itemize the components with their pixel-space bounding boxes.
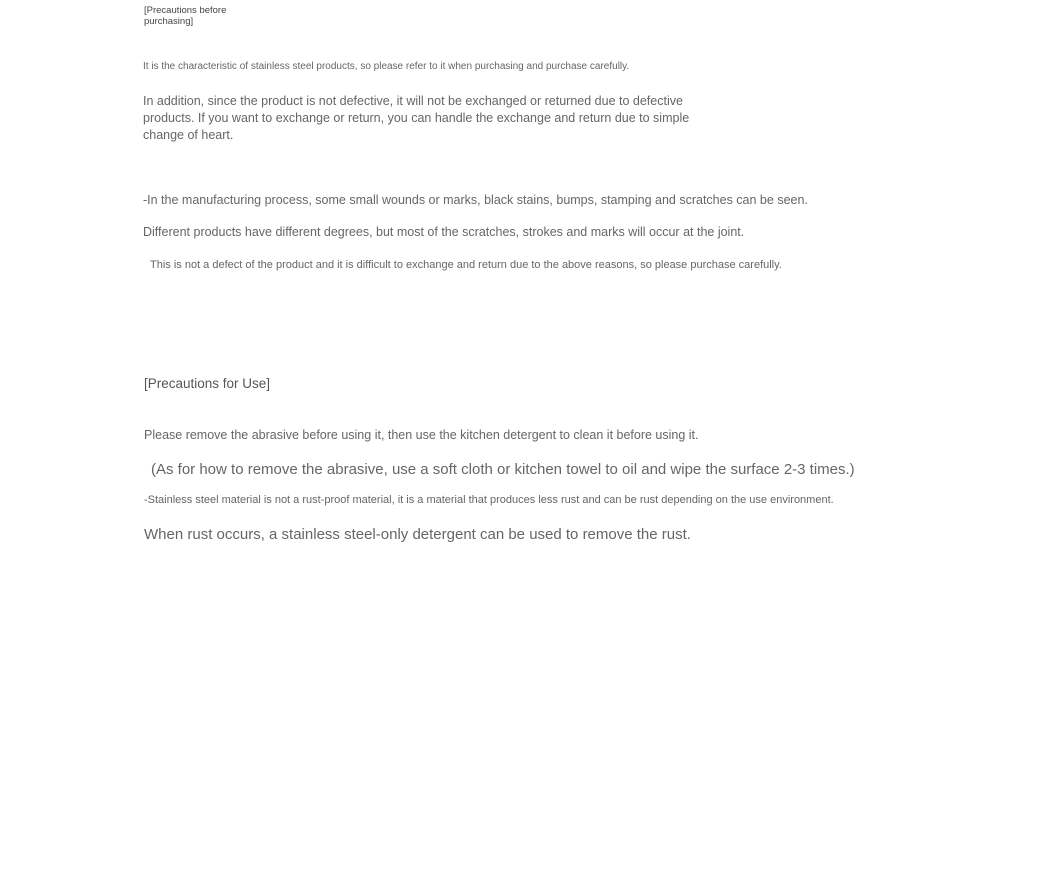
stainless-characteristic-intro: It is the characteristic of stainless steel products, so please refer to it when purchasing and purchase carefully. xyxy=(143,61,630,72)
precautions-before-purchasing-heading: [Precautions before purchasing] xyxy=(144,5,227,27)
exchange-return-paragraph: In addition, since the product is not defective, it will not be exchanged or returned due to defective products. If you want to exchange or return, you can handle the exchange and return due to simple change of heart. xyxy=(143,94,690,142)
stainless-rust-note: -Stainless steel material is not a rust-proof material, it is a material that produces less rust and can be rust depending on the use environment. xyxy=(144,494,834,506)
rust-removal-note: When rust occurs, a stainless steel-only detergent can be used to remove the rust. xyxy=(144,526,691,543)
manufacturing-marks-note: -In the manufacturing process, some small wounds or marks, black stains, bumps, stamping and scratches can be seen. xyxy=(143,193,808,207)
not-defect-note: This is not a defect of the product and it is difficult to exchange and return due to the above reasons, so please purchase carefully. xyxy=(150,259,782,271)
how-to-remove-abrasive-note: (As for how to remove the abrasive, use a soft cloth or kitchen towel to oil and wipe the surface 2-3 times.) xyxy=(151,461,855,478)
different-products-note: Different products have different degrees, but most of the scratches, strokes and marks will occur at the joint. xyxy=(143,225,745,239)
precautions-for-use-heading: [Precautions for Use] xyxy=(144,376,271,391)
remove-abrasive-instruction: Please remove the abrasive before using it, then use the kitchen detergent to clean it before using it. xyxy=(144,428,699,442)
